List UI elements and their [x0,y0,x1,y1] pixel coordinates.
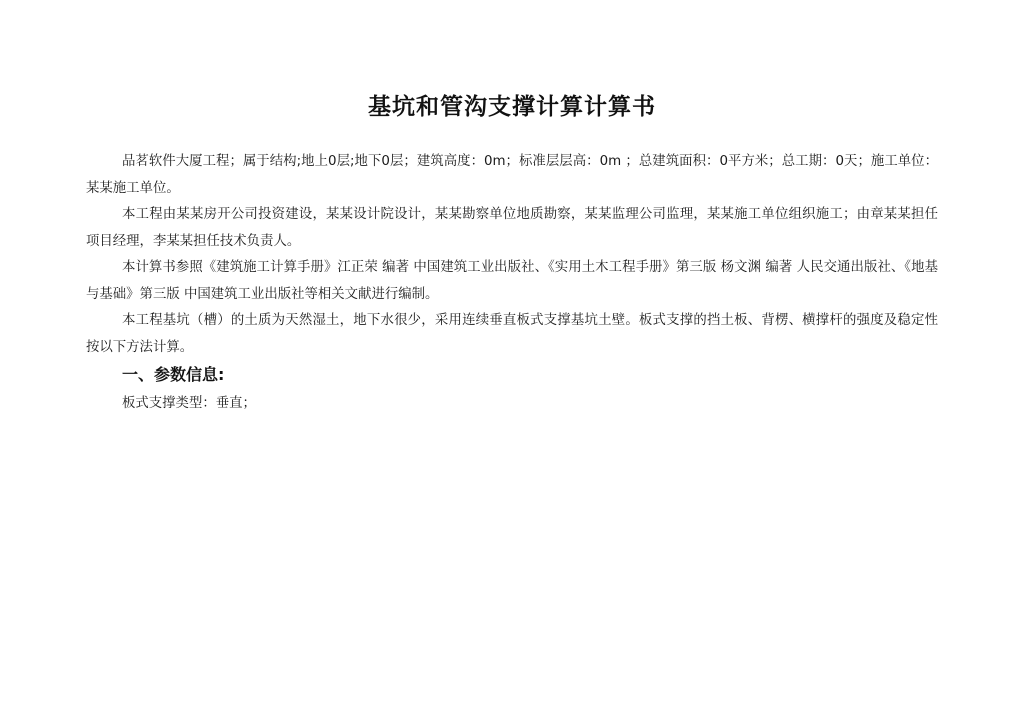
construction-parties-paragraph: 本工程由某某房开公司投资建设，某某设计院设计，某某勘察单位地质勘察，某某监理公司监理，某某施工单位组织施工；由章某某担任项目经理，李某某担任技术负责人。 [86,207,938,249]
support-type-line: 板式支撑类型：垂直； [122,396,256,411]
references-paragraph: 本计算书参照《建筑施工计算手册》江正荣 编著 中国建筑工业出版社、《实用土木工程手册》第三版 杨文渊 编著 人民交通出版社、《地基与基础》第三版 中国建筑工业出版社等相关文献进行编制。 [86,260,938,302]
document-body [86,149,938,418]
document-title: 基坑和管沟支撑计算计算书 [368,93,656,120]
project-overview-paragraph: 品茗软件大厦工程；属于结构;地上0层;地下0层；建筑高度：0m；标准层层高：0m ；总建筑面积：0平方米；总工期：0天；施工单位：某某施工单位。 [86,154,938,196]
parameter-info-heading: 一、参数信息: [122,365,225,384]
soil-conditions-paragraph: 本工程基坑（槽）的土质为天然湿土，地下水很少，采用连续垂直板式支撑基坑土壁。板式支撑的挡土板、背楞、横撑杆的强度及稳定性按以下方法计算。 [86,313,938,355]
